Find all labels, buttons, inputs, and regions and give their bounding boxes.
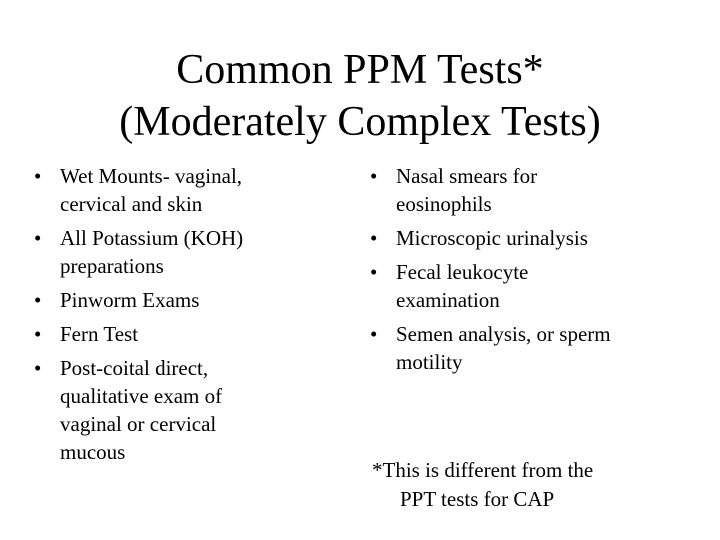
bullet-icon: • [34, 164, 42, 188]
footnote-line-1: *This is different from the [372, 458, 594, 482]
bullet-item [0, 286, 340, 314]
left-bullet-list [0, 162, 340, 472]
bullet-item [0, 162, 340, 218]
bullet-item [336, 162, 696, 218]
bullet-text: eosinophils [396, 192, 492, 216]
bullet-text: cervical and skin [60, 192, 203, 216]
right-bullet-list [336, 162, 696, 382]
bullet-text: Fecal leukocyte [396, 260, 529, 284]
title-line-2: (Moderately Complex Tests) [119, 99, 601, 145]
bullet-text: Semen analysis, or sperm [396, 322, 611, 346]
bullet-text: All Potassium (KOH) [60, 226, 244, 250]
bullet-text: Microscopic urinalysis [396, 226, 588, 250]
slide-title [0, 44, 720, 148]
bullet-text: vaginal or cervical [60, 412, 217, 436]
bullet-text: Post-coital direct, [60, 356, 209, 380]
bullet-icon: • [370, 260, 378, 284]
bullet-text: Fern Test [60, 322, 139, 346]
bullet-icon: • [34, 226, 42, 250]
bullet-text: Nasal smears for [396, 164, 538, 188]
bullet-item [336, 320, 696, 376]
bullet-item [0, 320, 340, 348]
bullet-text: Wet Mounts- vaginal, [60, 164, 243, 188]
bullet-icon: • [34, 288, 42, 312]
bullet-icon: • [370, 226, 378, 250]
bullet-icon: • [34, 356, 42, 380]
bullet-text: qualitative exam of [60, 384, 223, 408]
bullet-item [336, 224, 696, 252]
bullet-text: mucous [60, 440, 126, 464]
bullet-item [0, 224, 340, 280]
bullet-icon: • [370, 164, 378, 188]
bullet-text: motility [396, 350, 463, 374]
bullet-item [0, 354, 340, 466]
bullet-icon: • [34, 322, 42, 346]
bullet-icon: • [370, 322, 378, 346]
bullet-item [336, 258, 696, 314]
bullet-text: preparations [60, 254, 164, 278]
bullet-text: examination [396, 288, 500, 312]
footnote [372, 456, 593, 514]
bullet-text: Pinworm Exams [60, 288, 200, 312]
title-line-1: Common PPM Tests* [176, 47, 544, 93]
footnote-line-2: PPT tests for CAP [400, 487, 555, 511]
